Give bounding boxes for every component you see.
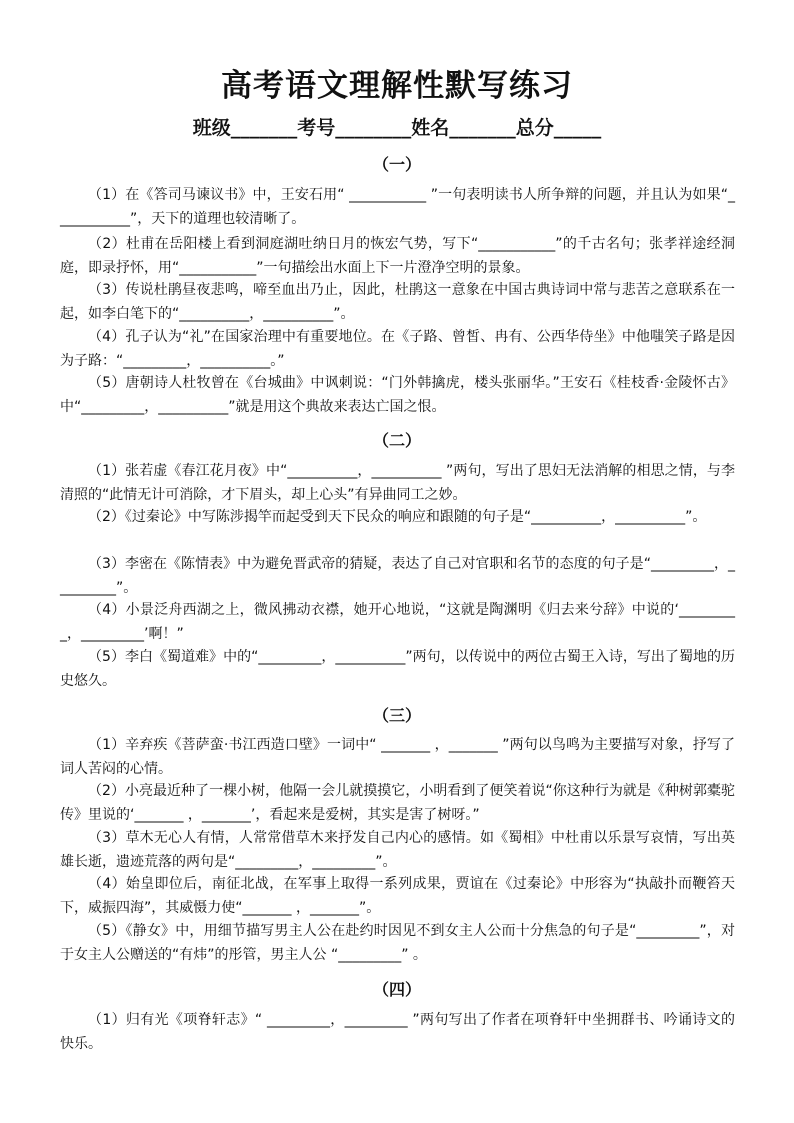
question-1-3: （3）传说杜鹃昼夜悲鸣，啼至血出乃止，因此，杜鹃这一意象在中国古典诗词中常与悲苦之意联系在一起，如李白笔下的“__________，__________”。 xyxy=(60,282,735,322)
question-2-4: （4）小景泛舟西湖之上，微风拂动衣襟，她开心地说，“这就是陶渊明《归去来兮辞》中说的‘_________，_________’啊！” xyxy=(60,602,735,642)
question-3-3: （3）草木无心人有情，人常常借草木来抒发自己内心的感情。如《蜀相》中杜甫以乐景写哀情，写出英雄长逝，遗迹荒落的两句是“_________，_________”。 xyxy=(60,830,735,870)
question-1-5: （5）唐朝诗人杜牧曾在《台城曲》中讽刺说：“门外韩擒虎，楼头张丽华。”王安石《桂枝香·金陵怀古》中“_________，__________”就是用这个典故来表达亡国之恨。 xyxy=(60,375,735,415)
question-2-3: （3）李密在《陈情表》中为避免晋武帝的猜疑，表达了自己对官职和名节的态度的句子是“_________，_________”。 xyxy=(60,556,735,596)
section-heading-2: （二） xyxy=(372,431,421,450)
question-4-1: （1）归有光《项脊轩志》“ _________，_________ ”两句写出了作者在项脊轩中坐拥群书、吟诵诗文的快乐。 xyxy=(60,1012,735,1052)
worksheet-title: 高考语文理解性默写练习 xyxy=(221,68,573,104)
question-1-1: （1）在《答司马谏议书》中，王安石用“ ___________ ”一句表明读书人所争辩的问题，并且认为如果“___________”，天下的道理也较清晰了。 xyxy=(60,187,735,227)
question-2-2: （2）《过秦论》中写陈涉揭竿而起受到天下民众的响应和跟随的句子是“__________，__________”。 xyxy=(88,509,707,525)
question-3-4: （4）始皇即位后，南征北战，在军事上取得一系列成果，贾谊在《过秦论》中形容为“执敲扑而鞭笞天下，威振四海”，其威慑力使“_______ ，_______”。 xyxy=(60,876,735,916)
question-3-5: （5）《静女》中，用细节描写男主人公在赴约时因见不到女主人公而十分焦急的句子是“_________”，对于女主人公赠送的“有炜”的彤管，男主人公 “_________” 。 xyxy=(60,923,735,963)
section-heading-3: （三） xyxy=(372,706,421,725)
section-heading-1: （一） xyxy=(372,155,421,174)
question-1-2: （2）杜甫在岳阳楼上看到洞庭湖吐纳日月的恢宏气势，写下“___________”的千古名句；张孝祥途经洞庭，即录抒怀，用“___________”一句描绘出水面上下一片澄净空明的景象。 xyxy=(60,236,735,276)
question-1-4: （4）孔子认为“礼”在国家治理中有重要地位。在《子路、曾皙、冉有、公西华侍坐》中他嗤笑子路是因为子路：“_________，__________。” xyxy=(60,329,735,369)
question-2-5: （5）李白《蜀道难》中的“_________，__________”两句，以传说中的两位古蜀王入诗，写出了蜀地的历史悠久。 xyxy=(60,649,735,689)
question-3-1: （1）辛弃疾《菩萨蛮·书江西造口壁》一词中“ _______ ，_______ ”两句以鸟鸣为主要描写对象，抒写了词人苦闷的心情。 xyxy=(60,737,735,777)
student-info-line: 班级_______考号________姓名_______总分_____ xyxy=(192,117,602,139)
question-2-1: （1）张若虚《春江花月夜》中“__________，__________ ”两句，写出了思妇无法消解的相思之情，与李清照的“此情无计可消除，才下眉头，却上心头”有异曲同工之妙。 xyxy=(60,463,735,503)
question-3-2: （2）小亮最近种了一棵小树，他隔一会儿就摸摸它，小明看到了便笑着说“你这种行为就是《种树郭橐驼传》里说的‘_______ ，_______’，看起来是爱树，其实是害了树呀。” xyxy=(60,783,735,823)
section-heading-4: （四） xyxy=(372,980,421,999)
